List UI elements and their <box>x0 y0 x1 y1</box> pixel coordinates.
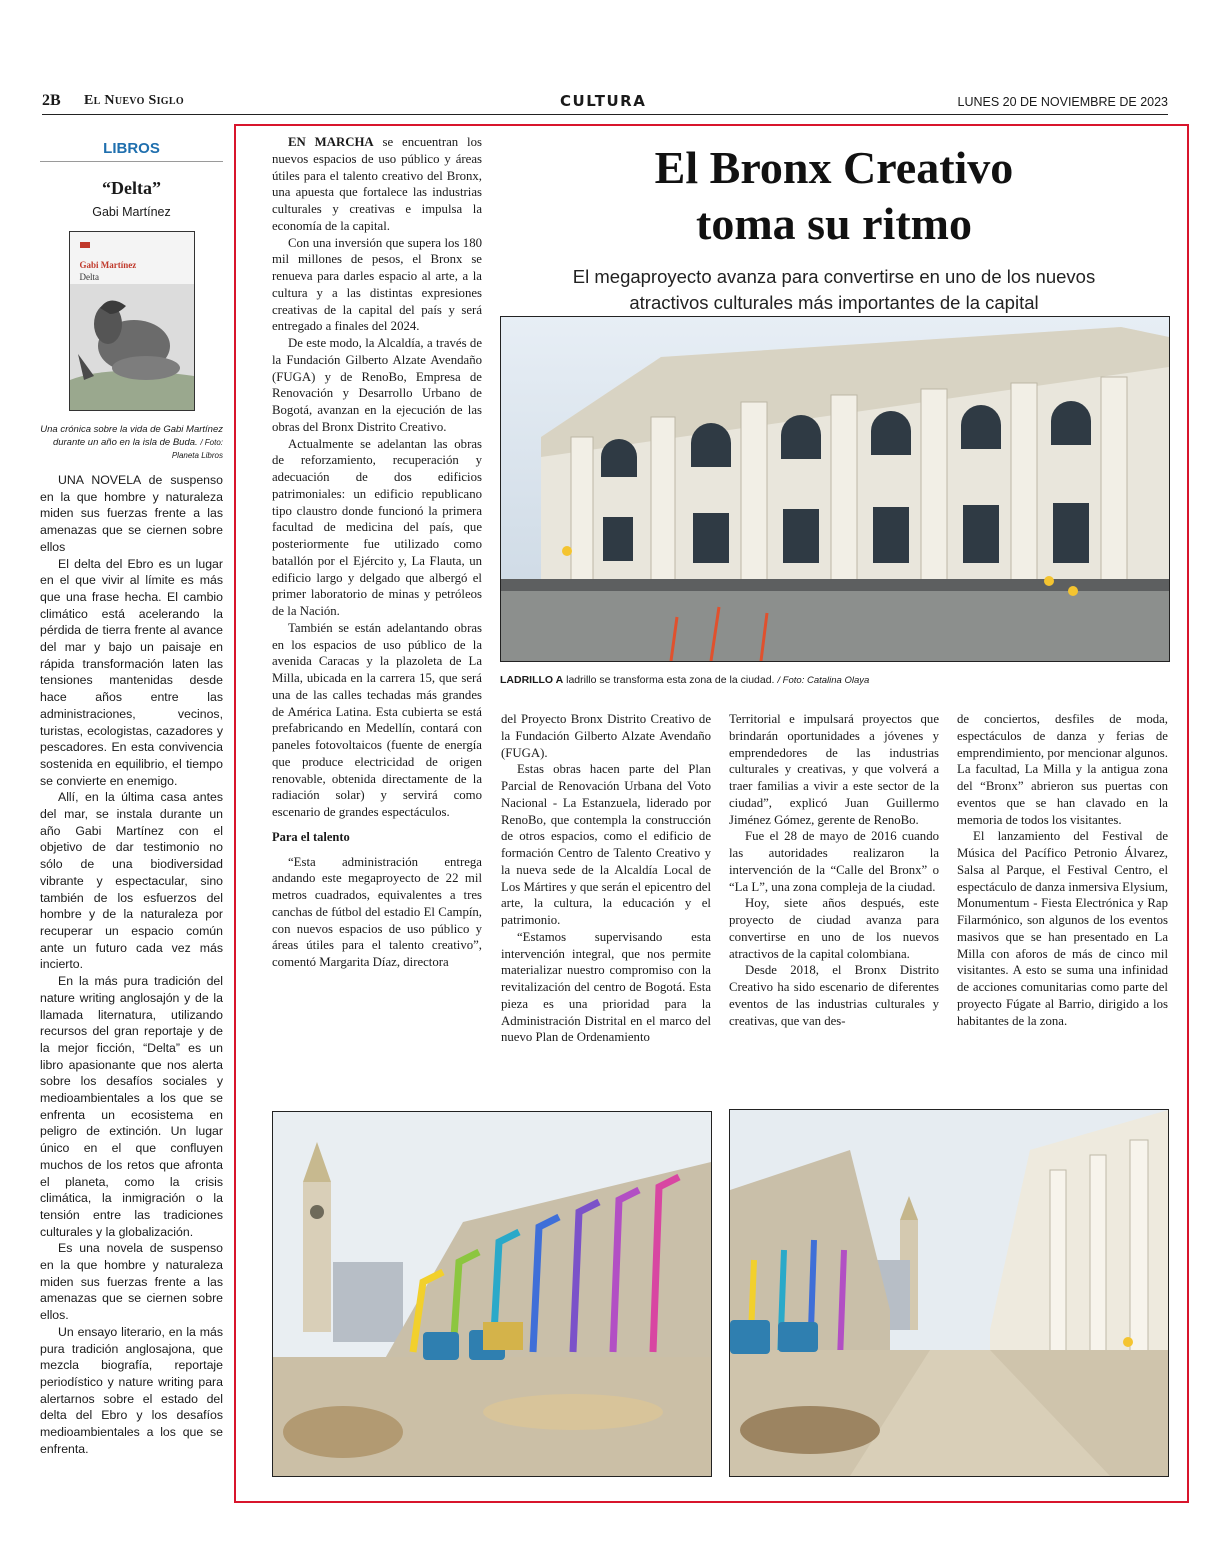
book-author: Gabi Martínez <box>92 205 171 219</box>
lead-paragraph <box>272 134 482 235</box>
article-paragraph: Hoy, siete años después, este proyecto de ciudad avanza para convertirse en uno de los nuevos atractivos de la capital colombiana. <box>729 896 939 961</box>
article-paragraph: También se están adelantando obras en los espacios de uso público de la avenida Caracas y la plazoleta de La Milla, ubicada en la carrera 15, que será una de las calles techadas más grandes de América Latina. Esta cubierta se está prefabricando en Medellín, contará con paneles fotovoltaicos (fuente de energía que produce electricidad de origen renovable, obtenida directamente de la radiación solar) y servirá como escenario de grandes espectáculos. <box>272 620 482 819</box>
photo-caption-label: LADRILLO A <box>500 674 564 686</box>
sidebar-section-label: LIBROS <box>40 140 223 162</box>
article-paragraph: “Estamos supervisando esta intervención integral, que nos permite materializar nuestro compromiso con la revitalización del centro de Bogotá. Esta pieza es una prioridad para la Administración Distrital en el marco del nuevo Plan de Ordenamiento <box>501 929 711 1045</box>
article-paragraph: de conciertos, desfiles de moda, espectáculos de danza y ferias de emprendimiento, por mencionar algunos. La facultad, La Milla y la antigua zona del “Bronx” abrieron sus puertas con eventos que se han clavado en la memoria de todos los visitantes. <box>957 712 1168 827</box>
publication-name: El Nuevo Siglo <box>84 93 184 108</box>
sidebar-paragraph: Un ensayo literario, en la más pura tradición anglosajona, que mezcla biografía, reportaje periodístico y nature writing para alertarnos sobre el estado del delta del Ebro y los desafíos medioambientales a los que se enfrenta. <box>40 1324 223 1456</box>
sidebar-paragraph: UNA NOVELA de suspenso en la que hombre y naturaleza miden sus fuerzas frente a las amenazas que se ciernen sobre ellos <box>40 473 223 554</box>
bottom-photo-right <box>729 1109 1169 1477</box>
headline-block <box>500 140 1168 316</box>
publisher-logo-icon <box>80 242 90 248</box>
book-sidebar <box>40 140 223 1457</box>
section-name: CULTURA <box>560 92 647 110</box>
photo-credit: / Foto: Catalina Olaya <box>777 675 870 686</box>
masthead <box>42 92 1168 115</box>
sidebar-paragraph: Es una novela de suspenso en la que hombre y naturaleza miden sus fuerzas frente a las amenazas que se ciernen sobre ellos. <box>40 1241 223 1323</box>
cover-photo-credit: / Foto: Planeta Libros <box>171 438 223 460</box>
article-column-2 <box>501 711 711 1046</box>
sidebar-paragraph: Allí, en la última casa antes del mar, se instala durante un año Gabi Martínez con el objetivo de dar testimonio no sólo de una biodiversidad vibrante y espectacular, sino también de los esfuerzos del hombre y de la naturaleza por recuperar un espacio común ante un futuro cada vez más incierto. <box>40 790 223 972</box>
book-title: “Delta” <box>102 178 161 198</box>
subtitle-line-2: atractivos culturales más importantes de la capital <box>629 292 1039 313</box>
cover-author: Gabi Martínez <box>79 260 137 270</box>
article-paragraph: Estas obras hacen parte del Plan Parcial de Renovación Urbana del Voto Nacional - La Estanzuela, liderado por RenoBo, que contempla la construcción de otros espacios, como el edificio de formación Centro de Talento Creativo y la nueva sede de la Alcaldía Local de Los Mártires y que serán el epicentro del arte, la cultura, la educación y el patrimonio. <box>501 762 711 927</box>
article-subhead: Para el talento <box>272 829 350 844</box>
article-column-4 <box>957 711 1168 1029</box>
issue-date: LUNES 20 DE NOVIEMBRE DE 2023 <box>957 95 1168 109</box>
subtitle-line-1: El megaproyecto avanza para convertirse en uno de los nuevos <box>572 266 1096 287</box>
article-column-3 <box>729 711 939 1029</box>
cover-caption-text: Una crónica sobre la vida de Gabi Martínez durante un año en la isla de Buda. <box>40 424 223 448</box>
article-paragraph: De este modo, la Alcaldía, a través de la Fundación Gilberto Alzate Avendaño (FUGA) y de RenoBo, Empresa de Renovación y Desarrollo Urbano de Bogotá, avanzan en la ejecución de las obras del Bronx Distrito Creativo. <box>272 336 482 434</box>
main-photo-caption <box>500 674 1168 686</box>
main-photo-building <box>500 316 1170 662</box>
cover-horse-illustration <box>70 284 194 410</box>
article-paragraph: El lanzamiento del Festival de Música del Pacífico Petronio Álvarez, Salsa al Parque, el Festival Centro, el espectáculo de danza inmersiva Elysium, Monumentum - Fiesta Electrónica y Rap Filarmónico, son algunos de los eventos masivos que se han presentado en La Milla con aforos de más de cinco mil visitantes. A esto se suma una infinidad de acciones comunitarias como parte del proyecto Fúgate al Barrio, dirigido a los habitantes de la zona. <box>957 829 1168 1028</box>
sidebar-paragraph: En la más pura tradición del nature writing anglosajón y de la llamada liternatura, utilizando recursos del gran reportaje y de la mejor ficción, “Delta” es un libro apasionante que nos alerta sobre los desafíos sociales y medioambientales a los que se enfrenta un ecosistema en peligro de extinción. Un lugar único en el que confluyen muchos de los retos que afronta el planeta, como la crisis climática, la inmigración o la tensión entre las tradiciones culturales y la globalización. <box>40 974 223 1239</box>
article-paragraph: Territorial e impulsará proyectos que brindarán oportunidades a jóvenes y emprendedores de las industrias culturales y creativas, y que volverá a traer familias a vivir a este sector de la ciudad”, explicó Juan Guillermo Jiménez Gómez, gerente de RenoBo. <box>729 712 939 827</box>
page-number: 2B <box>42 92 61 109</box>
headline-line-2: toma su ritmo <box>696 198 972 249</box>
lead-label: EN MARCHA <box>288 135 374 149</box>
article-paragraph: del Proyecto Bronx Distrito Creativo de la Fundación Gilberto Alzate Avendaño (FUGA). <box>501 712 711 760</box>
cover-title: Delta <box>79 272 99 282</box>
bottom-photo-left <box>272 1111 712 1477</box>
lead-text: se encuentran los nuevos espacios de uso público y áreas útiles para el talento creativo del Bronx, una apuesta que fortalece las industrias culturales y creativas e impulsa la economía de la capital. <box>272 135 482 233</box>
street-photo-illustration <box>730 1110 1168 1476</box>
photo-caption-text: ladrillo se transforma esta zona de la ciudad. <box>563 674 775 686</box>
building-photo-illustration <box>501 317 1169 661</box>
cover-caption <box>40 423 223 462</box>
sidebar-paragraph: El delta del Ebro es un lugar en el que vivir al límite es más que una frase hecha. El cambio climático está acelerando la pérdida de tierra frente al avance del mar y bajo un paisaje en rápida transformación laten las tensiones mantenidas desde hace años entre las administraciones, vecinos, turistas, ecologistas, cazadores y pescadores. En esta convivencia sostenida en equilibrio, el tiempo se convierte en enemigo. <box>40 556 223 788</box>
article-paragraph: Fue el 28 de mayo de 2016 cuando las autoridades realizaron la intervención de la “Calle del Bronx” o “La L”, una zona compleja de la ciudad. <box>729 829 939 894</box>
article-paragraph: Desde 2018, el Bronx Distrito Creativo ha sido escenario de diferentes eventos de las industrias culturales y creativas, que van des- <box>729 963 939 1028</box>
article-paragraph: Con una inversión que supera los 180 mil millones de pesos, el Bronx se renueva para darles espacio al arte, a la cultura y a las distintas expresiones creativas de la capital del país y será entregado a finales del 2024. <box>272 235 482 334</box>
sidebar-body <box>40 472 223 1457</box>
article-column-1 <box>272 134 482 971</box>
headline-line-1: El Bronx Creativo <box>654 142 1014 193</box>
structure-photo-illustration <box>273 1112 711 1476</box>
book-cover-image <box>69 231 195 411</box>
article-paragraph: Actualmente se adelantan las obras de reforzamiento, recuperación y adecuación de dos edificios patrimoniales: un edificio republicano tipo claustro donde funcionó la primera facultad de medicina del país, que posteriormente fue utilizado como batallón por el Ejército y, La Flauta, un edificio largo y delgado que albergó el primer laboratorio de minas y petróleos de la Nación. <box>272 436 482 618</box>
article-paragraph: “Esta administración entrega andando este megaproyecto de 22 mil metros cuadrados, equivalentes a tres canchas de fútbol del estadio El Campín, con nuevos espacios de uso público y áreas útiles para el talento creativo”, comentó Margarita Díaz, directora <box>272 854 482 969</box>
